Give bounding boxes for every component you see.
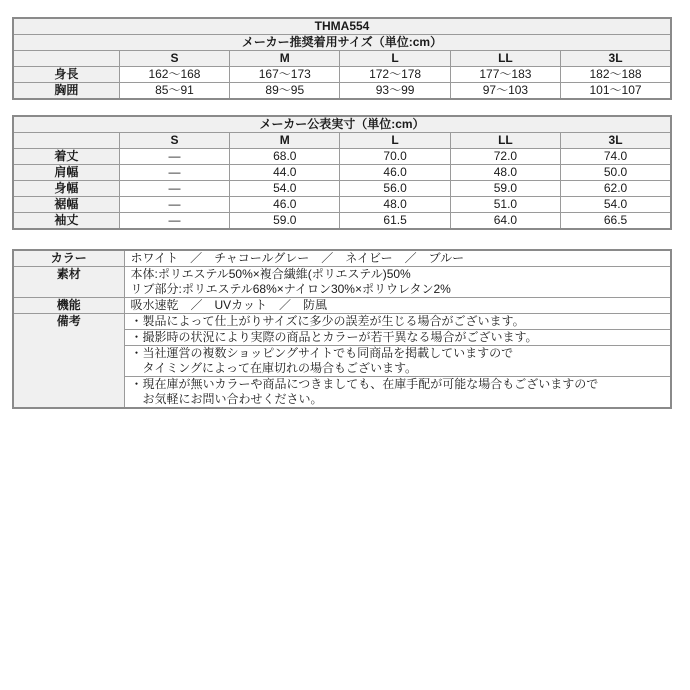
actual-size-title: メーカー公表実寸（単位:cm） — [13, 116, 671, 133]
size-value-cell: ― — [119, 197, 229, 213]
detail-row-label: 備考 — [13, 314, 124, 409]
size-value-cell: 54.0 — [230, 181, 340, 197]
measure-row-label: 裾幅 — [13, 197, 119, 213]
detail-row-label: 素材 — [13, 267, 124, 298]
size-value-cell: ― — [119, 181, 229, 197]
material-line: 本体:ポリエステル50%×複合繊維(ポリエステル)50% — [130, 267, 411, 281]
function-value: 吸水速乾 ／ UVカット ／ 防風 — [124, 298, 671, 314]
actual-size-table — [12, 115, 672, 230]
size-column-header: 3L — [561, 51, 671, 67]
note-item — [124, 377, 671, 409]
recommended-size-table — [12, 17, 672, 100]
size-value-cell: 61.5 — [340, 213, 450, 230]
size-column-header: S — [119, 133, 229, 149]
size-value-cell: 101～107 — [561, 83, 671, 100]
size-value-cell: 89～95 — [230, 83, 340, 100]
size-value-cell: 167～173 — [230, 67, 340, 83]
note-item: ・製品によって仕上がりサイズに多少の誤差が生じる場合がございます。 — [124, 314, 671, 330]
size-value-cell: 97～103 — [450, 83, 560, 100]
size-column-header: M — [230, 133, 340, 149]
table-row — [13, 116, 671, 133]
table-row — [13, 133, 671, 149]
table-row — [13, 213, 671, 230]
material-value — [124, 267, 671, 298]
color-value: ホワイト ／ チャコールグレー ／ ネイビー ／ ブルー — [124, 250, 671, 267]
material-line: リブ部分:ポリエステル68%×ナイロン30%×ポリウレタン2% — [130, 282, 451, 296]
note-item: ・撮影時の状況により実際の商品とカラーが若干異なる場合がございます。 — [124, 330, 671, 346]
size-column-header: LL — [450, 51, 560, 67]
size-value-cell: ― — [119, 213, 229, 230]
size-value-cell: 51.0 — [450, 197, 560, 213]
size-value-cell: 66.5 — [561, 213, 671, 230]
table-row — [13, 51, 671, 67]
note-line: お気軽にお問い合わせください。 — [142, 392, 323, 406]
measure-row-label: 着丈 — [13, 149, 119, 165]
size-value-cell: 85～91 — [119, 83, 229, 100]
size-value-cell: 182～188 — [561, 67, 671, 83]
size-value-cell: 44.0 — [230, 165, 340, 181]
notes-row — [13, 314, 671, 330]
size-value-cell: 68.0 — [230, 149, 340, 165]
size-value-cell: 59.0 — [230, 213, 340, 230]
corner-cell — [13, 133, 119, 149]
note-line: ・現在庫が無いカラーや商品につきましても、在庫手配が可能な場合もございますので — [130, 377, 599, 391]
size-column-header: S — [119, 51, 229, 67]
recommended-size-title: メーカー推奨着用サイズ（単位:cm） — [13, 35, 671, 51]
note-item — [124, 346, 671, 377]
size-column-header: LL — [450, 133, 560, 149]
size-column-header: M — [230, 51, 340, 67]
detail-row-label: 機能 — [13, 298, 124, 314]
table-row — [13, 18, 671, 35]
note-line: タイミングによって在庫切れの場合もございます。 — [142, 361, 418, 375]
size-value-cell: 172～178 — [340, 67, 450, 83]
size-value-cell: 46.0 — [340, 165, 450, 181]
table-row — [13, 35, 671, 51]
table-row — [13, 67, 671, 83]
measure-row-label: 肩幅 — [13, 165, 119, 181]
product-code: THMA554 — [13, 18, 671, 35]
size-value-cell: 62.0 — [561, 181, 671, 197]
size-value-cell: 93～99 — [340, 83, 450, 100]
size-value-cell: 64.0 — [450, 213, 560, 230]
size-value-cell: 50.0 — [561, 165, 671, 181]
size-value-cell: 59.0 — [450, 181, 560, 197]
detail-row-label: カラー — [13, 250, 124, 267]
size-value-cell: 162～168 — [119, 67, 229, 83]
table-row — [13, 197, 671, 213]
measure-row-label: 袖丈 — [13, 213, 119, 230]
size-value-cell: 70.0 — [340, 149, 450, 165]
size-value-cell: 177～183 — [450, 67, 560, 83]
corner-cell — [13, 51, 119, 67]
size-column-header: 3L — [561, 133, 671, 149]
size-value-cell: 48.0 — [450, 165, 560, 181]
table-row — [13, 181, 671, 197]
note-line: ・当社運営の複数ショッピングサイトでも同商品を掲載していますので — [130, 346, 514, 360]
size-value-cell: ― — [119, 149, 229, 165]
product-details-table — [12, 249, 672, 409]
measure-row-label: 身幅 — [13, 181, 119, 197]
size-value-cell: 46.0 — [230, 197, 340, 213]
size-value-cell: 56.0 — [340, 181, 450, 197]
size-value-cell: 48.0 — [340, 197, 450, 213]
size-value-cell: 54.0 — [561, 197, 671, 213]
size-value-cell: 72.0 — [450, 149, 560, 165]
size-value-cell: ― — [119, 165, 229, 181]
table-row — [13, 83, 671, 100]
material-row — [13, 267, 671, 298]
table-row — [13, 165, 671, 181]
measure-row-label: 身長 — [13, 67, 119, 83]
color-row — [13, 250, 671, 267]
measure-row-label: 胸囲 — [13, 83, 119, 100]
size-column-header: L — [340, 133, 450, 149]
size-column-header: L — [340, 51, 450, 67]
size-value-cell: 74.0 — [561, 149, 671, 165]
function-row — [13, 298, 671, 314]
table-row — [13, 149, 671, 165]
